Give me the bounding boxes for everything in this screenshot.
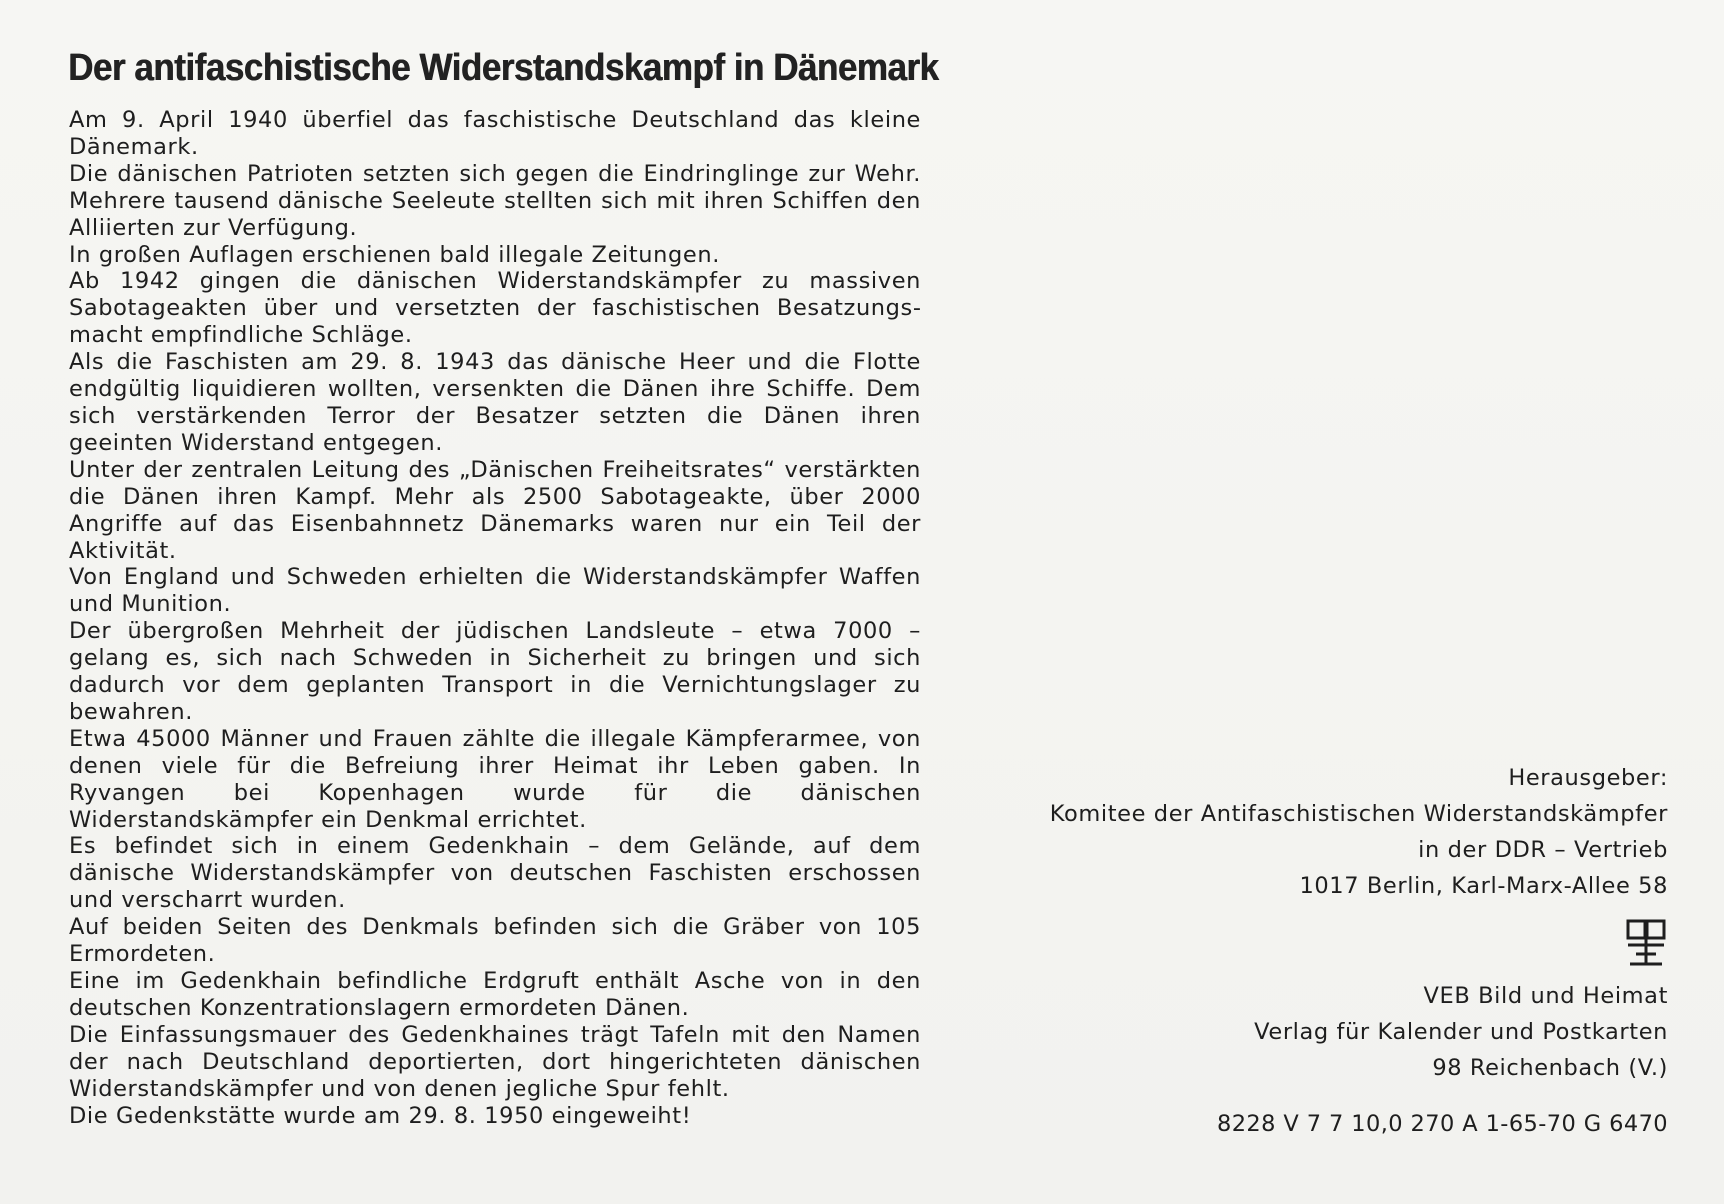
paragraph-graves: Auf beiden Seiten des Denkmals befinden sich die Gräber von 105 Ermordeten.	[69, 914, 921, 968]
paragraph-crypt: Eine im Gedenkhain befindliche Erdgruft enthält Asche von in den deutschen Konzentrationslagern ermordeten Dänen.	[69, 968, 921, 1021]
paragraph-army: Etwa 45000 Männer und Frauen zählte die illegale Kämpferarmee, von denen viele für die Befreiung ihrer Heimat ihr Leben gaben. In Ryvangen bei Kopenhagen wurde für die dänischen Widerstandskämpfer ein Denkmal errichtet.	[69, 725, 921, 833]
paragraph-memorial-grove: Es befindet sich in einem Gedenkhain – dem Gelände, auf dem dänische Widerstandskämpfer von deutschen Faschisten erschossen und verscharrt wurden.	[69, 833, 921, 914]
paragraph-inauguration: Die Gedenkstätte wurde am 29. 8. 1950 eingeweiht!	[69, 1102, 692, 1129]
page-title: Der antifaschistische Widerstandskampf in Dänemark	[68, 47, 939, 89]
paragraph-wall-plaques: Die Einfassungsmauer des Gedenkhaines trägt Tafeln mit den Namen der nach Deutschland deportierten, dort hingerichteten dänischen Widerstandskämpfer und von denen jegliche Spur fehlt.	[69, 1021, 921, 1102]
publisher-name: VEB Bild und Heimat	[1423, 983, 1668, 1009]
paragraph-freedom-council: Unter der zentralen Leitung des „Dänischen Freiheitsrates“ verstärkten die Dänen ihren Kampf. Mehr als 2500 Sabotageakte, über 2000 Angriffe auf das Eisenbahnnetz Dänemarks waren nur ein Teil der Aktivität.	[69, 456, 921, 564]
publisher-city: 98 Reichenbach (V.)	[1432, 1055, 1668, 1081]
paragraph-patriots: Die dänischen Patrioten setzten sich gegen die Eindringlinge zur Wehr. Mehrere tausend dänische Seeleute stellten sich mit ihren Schiffen den Alliierten zur Verfügung.	[69, 160, 921, 241]
imprint-address: 1017 Berlin, Karl-Marx-Allee 58	[1299, 873, 1668, 899]
paragraph-fleet: Als die Faschisten am 29. 8. 1943 das dänische Heer und die Flotte endgültig liquidieren wollten, versenkten die Dänen ihre Schiffe. Dem sich verstärkenden Terror der Besatzer setzten die Dänen ihren geeinten Widerstand entgegen.	[69, 349, 921, 456]
paragraph-jewish-rescue: Der übergroßen Mehrheit der jüdischen Landsleute – etwa 7000 – gelang es, sich nach Schweden in Sicherheit zu bringen und sich dadurch vor dem geplanten Transport in die Vernichtungslager zu bewahren.	[69, 618, 921, 725]
paragraph-weapons: Von England und Schweden erhielten die Widerstandskämpfer Waffen und Munition.	[69, 564, 921, 618]
paragraph-newspapers: In großen Auflagen erschienen bald illegale Zeitungen.	[69, 241, 720, 268]
imprint-organization-sub: in der DDR – Vertrieb	[1418, 837, 1668, 863]
history-text	[69, 107, 921, 1129]
imprint-organization: Komitee der Antifaschistischen Widerstandskämpfer	[1049, 801, 1668, 827]
paragraph-sabotage: Ab 1942 gingen die dänischen Widerstandskämpfer zu massiven Sabotageakten über und versetzten der faschistischen Besatzungsmacht empfindliche Schläge.	[69, 268, 921, 349]
publisher-logo-icon	[1624, 918, 1668, 970]
print-code: 8228 V 7 7 10,0 270 A 1-65-70 G 6470	[1217, 1111, 1668, 1137]
imprint-block	[948, 760, 1668, 1142]
publisher-description: Verlag für Kalender und Postkarten	[1254, 1019, 1668, 1045]
paragraph-invasion: Am 9. April 1940 überfiel das faschistische Deutschland das kleine Dänemark.	[69, 107, 921, 160]
imprint-label: Herausgeber:	[1508, 765, 1668, 791]
